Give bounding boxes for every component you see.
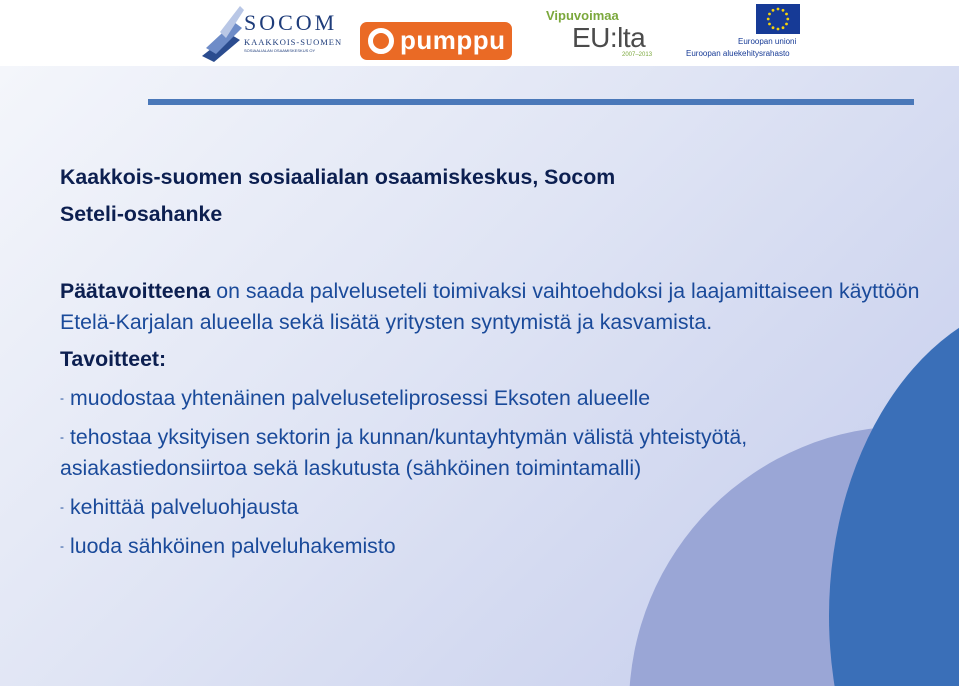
list-item-text: tehostaa yksityisen sektorin ja kunnan/kuntayhtymän välistä yhteistyötä, asiakastiedonsiirtoa sekä laskutusta (sähköinen toimintamalli) [60,425,748,480]
list-item-text: luoda sähköinen palveluhakemisto [70,534,396,558]
list-item [60,383,920,414]
bullet-marker: - [60,391,64,405]
socom-logo-subtitle-2: SOSIAALIALAN OSAAMISKESKUS OY [244,48,316,53]
main-goal-label: Päätavoitteena [60,279,211,303]
vipuvoimaa-text: Vipuvoimaa [546,8,619,23]
list-item-text: muodostaa yhtenäinen palveluseteliprosessi Eksoten alueelle [70,386,651,410]
list-item-text: kehittää palveluohjausta [70,495,299,519]
bullet-marker: - [60,500,64,514]
pumppu-ring-icon [368,28,394,54]
header-divider [148,99,914,105]
slide-content [60,162,920,570]
slide-subtitle: Seteli-osahanke [60,202,223,226]
list-item [60,422,920,484]
list-item [60,531,920,562]
bullet-marker: - [60,430,64,444]
goals-list [60,383,920,562]
list-item [60,492,920,523]
eu-fund-text: Euroopan aluekehitysrahasto [686,49,790,58]
eu-flag-logo [684,4,804,60]
goals-heading: Tavoitteet: [60,347,167,371]
socom-logo [200,4,343,62]
eu-flag-icon [756,4,800,34]
slide-title: Kaakkois-suomen sosiaalialan osaamiskeskus, Socom [60,165,616,189]
bullet-marker: - [60,539,64,553]
pumppu-logo-name: pumppu [400,25,506,55]
eu-lta-text: EU:lta [572,22,646,53]
socom-logo-name: SOCOM [244,10,338,35]
eu-union-text: Euroopan unioni [738,37,797,46]
main-goal-paragraph [60,276,920,338]
eu-lta-years: 2007–2013 [622,52,653,58]
socom-emblem-icon [200,4,244,62]
main-goal-text: on saada palveluseteli toimivaksi vaihtoehdoksi ja laajamittaiseen käyttöön Etelä-Karjalan alueella sekä lisätä yritysten syntymistä ja kasvamista. [60,279,920,334]
pumppu-logo [360,22,512,60]
logo-header [0,0,959,66]
socom-logo-subtitle: KAAKKOIS-SUOMEN [244,37,343,47]
vipuvoimaa-eu-logo [542,8,662,60]
